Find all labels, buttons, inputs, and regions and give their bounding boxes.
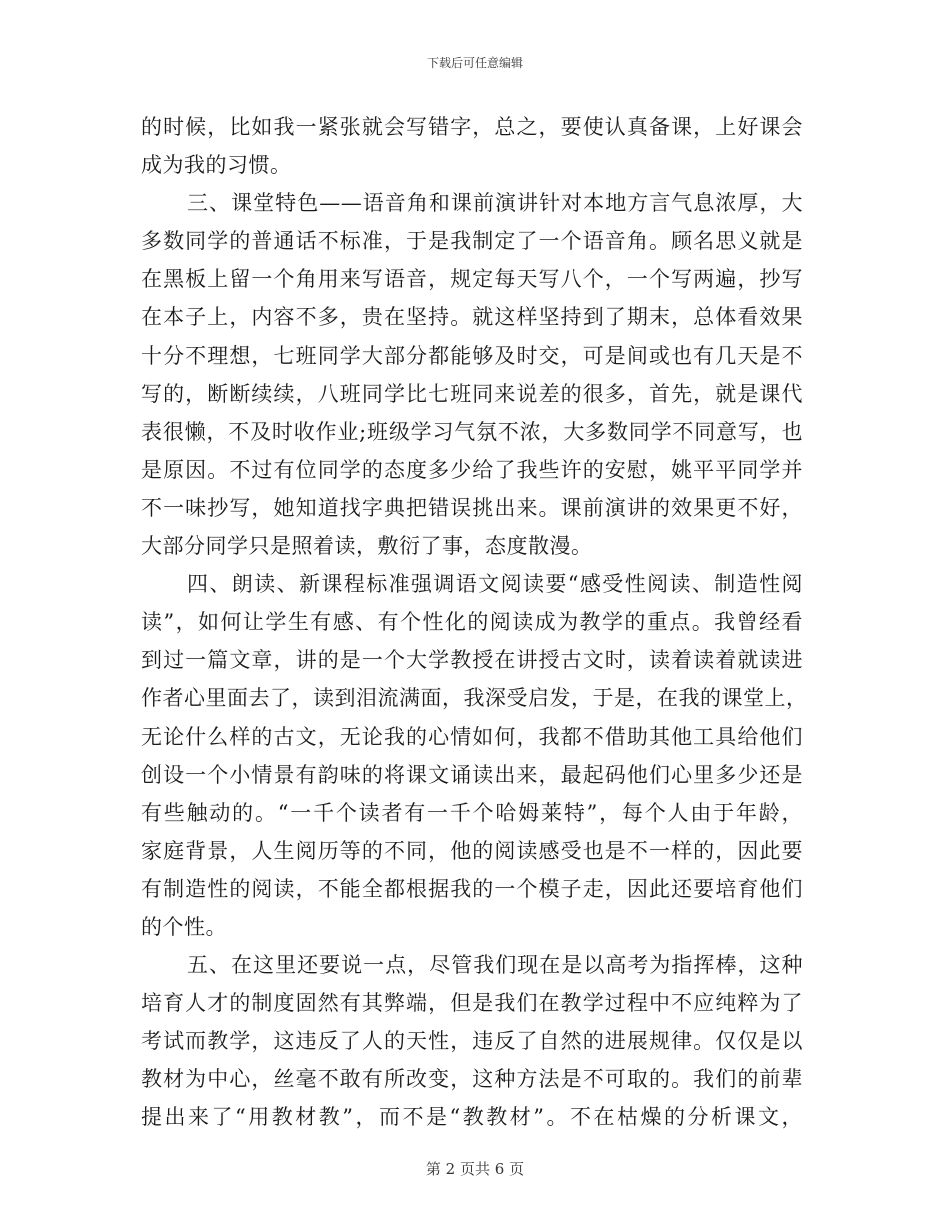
text-line: 作者心里面去了，读到泪流满面，我深受启发，于是，在我的课堂上， [141,686,808,711]
text-line: 的个性。 [141,914,227,939]
text-line: 五、在这里还要说一点，尽管我们现在是以高考为指挥棒，这种 [187,953,803,978]
text-line: 表很懒，不及时收作业;班级学习气氛不浓，大多数同学不同意写，也 [141,419,803,444]
text-line: 创设一个小情景有韵味的将课文诵读出来，最起码他们心里多少还是 [141,762,803,787]
text-line: 多数同学的普通话不标准，于是我制定了一个语音角。顾名思义就是 [141,229,803,254]
text-line: 写的，断断续续，八班同学比七班同来说差的很多，首先，就是课代 [141,381,803,406]
page-header: 下载后可任意编辑 [426,56,523,70]
page-footer: 第 2 页共 6 页 [425,1160,525,1178]
text-line: 四、朗读、新课程标准强调语文阅读要“感受性阅读、制造性阅 [187,572,803,597]
text-line: 提出来了“用教材教”，而不是“教教材”。不在枯燥的分析课文， [141,1105,803,1130]
text-line: 在本子上，内容不多，贵在坚持。就这样坚持到了期末，总体看效果 [141,305,803,330]
text-line: 培育人才的制度固然有其弊端，但是我们在教学过程中不应纯粹为了 [141,991,803,1016]
text-line: 考试而教学，这违反了人的天性，违反了自然的进展规律。仅仅是以 [141,1029,803,1054]
text-line: 有制造性的阅读，不能全都根据我的一个模子走，因此还要培育他们 [141,876,803,901]
text-line: 成为我的习惯。 [141,153,292,178]
text-line: 无论什么样的古文，无论我的心情如何，我都不借助其他工具给他们 [141,724,803,749]
text-line: 家庭背景，人生阅历等的不同，他的阅读感受也是不一样的，因此要 [141,838,803,863]
text-line: 有些触动的。“一千个读者有一千个哈姆莱特”，每个人由于年龄， [141,800,803,825]
text-line: 大部分同学只是照着读，敷衍了事，态度散漫。 [141,534,593,559]
text-line: 十分不理想，七班同学大部分都能够及时交，可是间或也有几天是不 [141,343,803,368]
text-line: 教材为中心，丝毫不敢有所改变，这种方法是不可取的。我们的前辈 [141,1067,803,1092]
text-line: 不一味抄写，她知道找字典把错误挑出来。课前演讲的效果更不好， [141,495,803,520]
text-line: 在黑板上留一个角用来写语音，规定每天写八个，一个写两遍，抄写 [141,267,803,292]
text-line: 是原因。不过有位同学的态度多少给了我些许的安慰，姚平平同学并 [141,457,803,482]
text-line: 读”，如何让学生有感、有个性化的阅读成为教学的重点。我曾经看 [141,610,803,635]
body-text [141,108,808,1137]
text-line: 三、课堂特色——语音角和课前演讲针对本地方言气息浓厚，大 [187,191,803,216]
text-line: 到过一篇文章，讲的是一个大学教授在讲授古文时，读着读着就读进 [141,648,803,673]
text-line: 的时候，比如我一紧张就会写错字，总之，要使认真备课，上好课会 [141,115,803,139]
